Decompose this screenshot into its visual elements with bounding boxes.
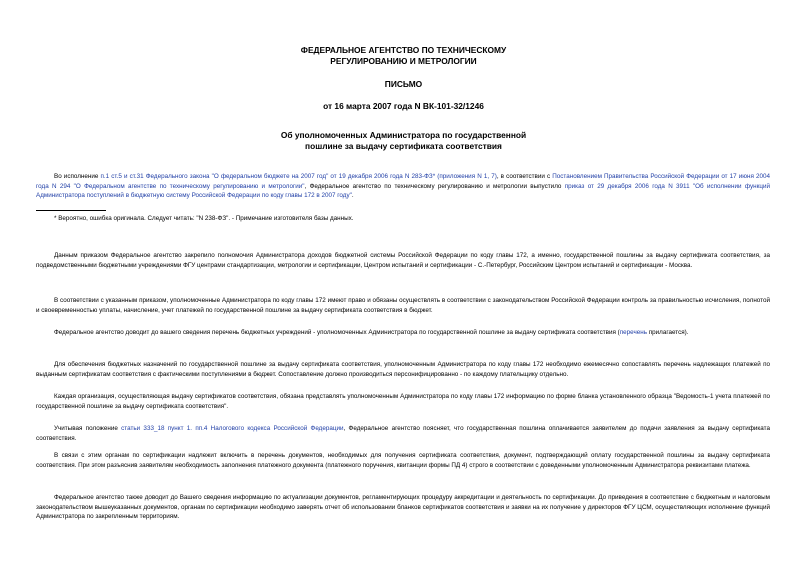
p7-text-1: Учитывая положение xyxy=(54,425,122,432)
government-resolution-link[interactable]: Постановлением Правительства Российской Федерации от 17 июня 2004 года N 294 "О Федеральном агентстве по техническому регулированию и метрологии" xyxy=(36,173,771,190)
federal-law-link[interactable]: п.1 ст.5 и ст.31 Федерального закона "О федеральном бюджете на 2007 год" от 19 декабря 2006 года N 283-ФЗ* (приложения N 1, 7) xyxy=(100,173,497,180)
agency-name-line1: ФЕДЕРАЛЬНОЕ АГЕНТСТВО ПО ТЕХНИЧЕСКОМУ xyxy=(300,45,507,55)
document-title-line2: пошлине за выдачу сертификата соответствия xyxy=(305,141,502,151)
p4-text-2: прилагается). xyxy=(647,329,689,336)
intro-text-4: . xyxy=(351,192,354,200)
agency-name-line2: РЕГУЛИРОВАНИЮ И МЕТРОЛОГИИ xyxy=(330,56,477,66)
tax-code-link[interactable]: статьи 333_18 пункт 1. пп.4 Налогового кодекса Российской Федерации xyxy=(121,425,344,432)
paragraph-5: Для обеспечения бюджетных назначений по государственной пошлине за выдачу сертификата соответствия, уполномоченным Администратора по коду главы 172 необходимо ежемесячно сопоставлять перечень надлежащих платежей по выданным сертификатам соответствия с фактическими поступлениями в бюджет. Сопоставление должно производиться персонифицированно - по каждому плательщику отдельно. xyxy=(36,361,770,378)
paragraph-7 xyxy=(36,424,770,443)
paragraph-2: Данным приказом Федеральное агентство закрепило полномочия Администратора доходов бюджетной системы Российской Федерации по коду главы 172, а именно, государственной пошлины за выдачу сертификата соответствия, за подведомственными бюджетными учреждениями ФГУ центрами стандартизации, метрологии и сертификации, Центром испытаний и сертификации - С.-Петербург, Российским Центром испытаний и сертификации - Москва. xyxy=(36,252,770,269)
paragraph-intro xyxy=(36,172,770,201)
paragraph-9: Федеральное агентство также доводит до Вашего сведения информацию по актуализации документов, регламентирующих процедуру аккредитации и деятельность по сертификации. До приведения в соответствие с бюджетным и налоговым законодательством вышеуказанных документов, органам по сертификации необходимо заверять отчет об использовании бланков сертификатов соответствия и заявки на их получение у директоров ФГУ ЦСМ, осуществляющих исполнение функций Администратора по закрепленным территориям. xyxy=(36,494,770,521)
p7-text-2: , Федеральное агентство поясняет, что государственная пошлина оплачивается заявителем до подачи заявления за выдачу сертификата соответствия. xyxy=(36,425,770,442)
intro-text-3: , Федеральное агентство по техническому регулированию и метрологии выпустило xyxy=(304,182,565,190)
paragraph-6: Каждая организация, осуществляющая выдачу сертификатов соответствия, обязана представлять уполномоченным Администратора по коду главы 172 информацию по форме бланка установленного образца "Ведомость-1 учета платежей по государственной пошлине за выдачу сертификата соответствия". xyxy=(36,393,770,410)
intro-text-1: Во исполнение xyxy=(54,173,101,180)
intro-text-2: , в соответствии с xyxy=(496,173,553,180)
footnote: * Вероятно, ошибка оригинала. Следует читать: "N 238-ФЗ". - Примечание изготовителя базы данных. xyxy=(54,215,354,222)
footnote-divider xyxy=(36,210,106,211)
document-type: ПИСЬМО xyxy=(384,79,423,89)
document-date-number: от 16 марта 2007 года N ВК-101-32/1246 xyxy=(323,101,484,111)
list-link[interactable]: перечень xyxy=(619,329,647,336)
document-title-line1: Об уполномоченных Администратора по государственной xyxy=(280,130,527,140)
p4-text-1: Федеральное агентство доводит до вашего сведения перечень бюджетных учреждений - уполномоченных Администратора по государственной пошлине за выдачу сертификата соответствия ( xyxy=(54,329,620,336)
paragraph-8: В связи с этим органам по сертификации надлежит включить в перечень документов, необходимых для получения сертификата соответствия, документ, подтверждающий оплату государственной пошлины за выдачу сертификата соответствия. При этом разъяснив заявителям необходимость заполнения платежного документа (платежного поручения, квитанции формы ПД 4) строго в соответствии с доведенными уполномоченным Администратора реквизитами платежа. xyxy=(36,452,770,469)
order-link[interactable]: приказ от 29 декабря 2006 года N 3911 "Об исполнении функций Администратора поступлений в бюджетную систему Российской Федерации по коду главы 172 в 2007 году" xyxy=(36,182,770,200)
paragraph-4 xyxy=(36,328,770,338)
paragraph-3: В соответствии с указанным приказом, уполномоченные Администратора по коду главы 172 имеют право и обязаны осуществлять в соответствии с законодательством Российской Федерации контроль за правильностью исчисления, полнотой и своевременностью уплаты, начисление, учет платежей по государственной пошлине за выдачу сертификата соответствия в бюджет. xyxy=(36,297,770,314)
